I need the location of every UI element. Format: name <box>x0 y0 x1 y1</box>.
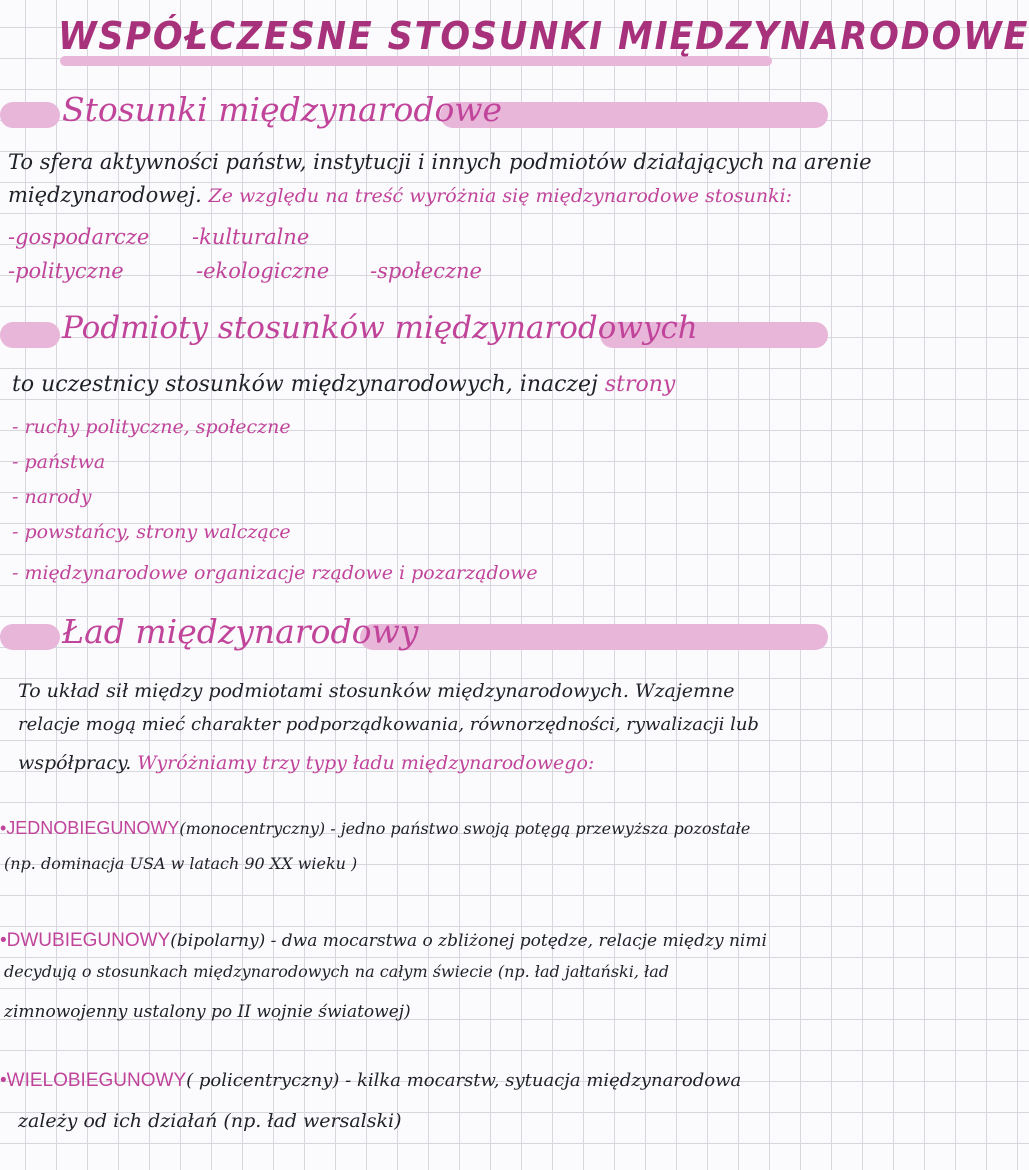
body-text-ink: międzynarodowej. <box>8 183 202 207</box>
body-text-ink: to uczestnicy stosunków międzynarodowych, inaczej <box>12 372 598 397</box>
order-type-2 <box>0 930 767 952</box>
body-text: relacje mogą mieć charakter podporządkowania, równorzędności, rywalizacji lub <box>18 714 759 735</box>
body-text-pink: strony <box>604 372 676 397</box>
body-text-ink: współpracy. <box>18 752 132 774</box>
body-text-pink: Ze względu na treść wyróżnia się międzynarodowe stosunki: <box>208 185 793 207</box>
body-text: zależy od ich działań (np. ład wersalski) <box>18 1110 402 1132</box>
body-text: To sfera aktywności państw, instytucji i innych podmiotów działających na arenie <box>8 150 872 174</box>
order-type-1 <box>0 818 750 839</box>
body-text-pink: Wyróżniamy trzy typy ładu międzynarodowego: <box>137 752 595 774</box>
section-heading: Podmioty stosunków międzynarodowych <box>62 310 698 346</box>
list-item: -polityczne <box>8 259 124 283</box>
heading-band-left <box>0 102 60 128</box>
list-item: - narody <box>12 486 92 508</box>
list-item: - międzynarodowe organizacje rządowe i pozarządowe <box>12 562 538 584</box>
list-item: -społeczne <box>370 259 482 283</box>
list-item: - państwa <box>12 451 106 473</box>
order-type-term: •DWUBIEGUNOWY <box>0 930 171 951</box>
order-type-term: •WIELOBIEGUNOWY <box>0 1070 187 1091</box>
section-heading: Stosunki międzynarodowe <box>62 90 503 129</box>
list-item: -gospodarcze <box>8 225 150 249</box>
list-item: - powstańcy, strony walczące <box>12 521 291 543</box>
heading-band-right <box>360 624 828 650</box>
body-text <box>8 183 792 207</box>
order-type-desc: (monocentryczny) - jedno państwo swoją potęgą przewyższa pozostałe <box>179 819 751 838</box>
page-title: WSPÓŁCZESNE STOSUNKI MIĘDZYNARODOWE <box>58 14 1029 58</box>
body-text: To układ sił między podmiotami stosunków międzynarodowych. Wzajemne <box>18 680 735 702</box>
list-item: - ruchy polityczne, społeczne <box>12 416 291 438</box>
order-type-3 <box>0 1070 741 1092</box>
body-text: zimnowojenny ustalony po II wojnie światowej) <box>4 1002 411 1022</box>
heading-band-left <box>0 322 60 348</box>
body-text <box>12 372 675 397</box>
order-type-term: •JEDNOBIEGUNOWY <box>0 818 180 838</box>
order-type-desc: (bipolarny) - dwa mocarstwa o zbliżonej potędze, relacje między nimi <box>170 931 767 951</box>
heading-band-left <box>0 624 60 650</box>
list-item: -ekologiczne <box>196 259 330 283</box>
body-text: (np. dominacja USA w latach 90 XX wieku ) <box>4 854 358 873</box>
order-type-desc: ( policentryczny) - kilka mocarstw, sytuacja międzynarodowa <box>186 1070 742 1091</box>
body-text: decydują o stosunkach międzynarodowych na całym świecie (np. ład jałtański, ład <box>4 962 669 981</box>
body-text <box>18 752 594 774</box>
list-item: -kulturalne <box>192 225 310 249</box>
section-heading: Ład międzynarodowy <box>62 612 419 651</box>
